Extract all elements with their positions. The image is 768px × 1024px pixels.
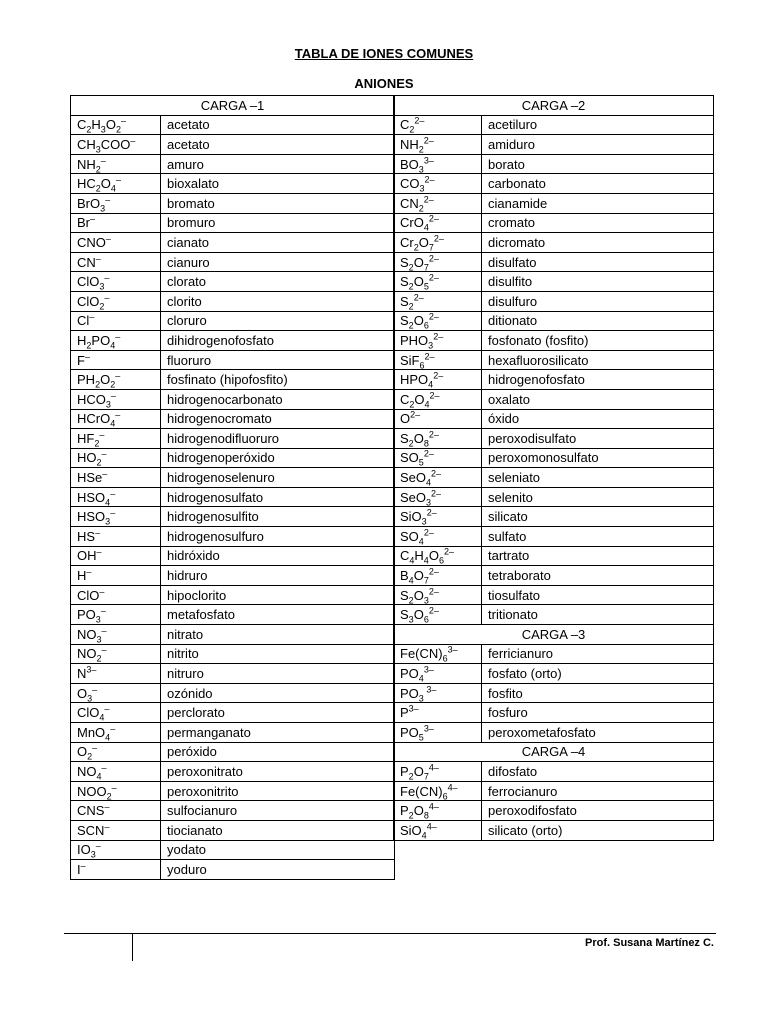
ion-formula: $O^{2-}$ <box>394 409 482 429</box>
table-row <box>394 703 714 723</box>
ion-name: nitrato <box>161 625 395 645</box>
ion-name: yoduro <box>161 860 395 880</box>
charge-header-1: CARGA –1 <box>71 96 395 116</box>
table-row <box>71 860 395 880</box>
ion-formula: $PO_4^{3-}$ <box>394 664 482 684</box>
table-row <box>394 448 714 468</box>
table-row <box>394 527 714 547</box>
ion-name: borato <box>482 154 714 174</box>
table-row <box>394 311 714 331</box>
ion-formula: $PH_2O_2^-$ <box>71 370 161 390</box>
table-row <box>71 370 395 390</box>
ion-name: fosfuro <box>482 703 714 723</box>
header-row <box>394 742 714 762</box>
ion-name: bromuro <box>161 213 395 233</box>
ion-formula: $NOO_2^-$ <box>71 781 161 801</box>
ion-name: hidrogenoperóxido <box>161 448 395 468</box>
ion-name: sulfato <box>482 527 714 547</box>
ion-name: dihidrogenofosfato <box>161 331 395 351</box>
ion-name: nitruro <box>161 664 395 684</box>
table-row <box>394 389 714 409</box>
table-row <box>394 331 714 351</box>
ion-formula: $HC_2O_4^-$ <box>71 174 161 194</box>
ion-formula: $Fe(CN)_6^{3-}$ <box>394 644 482 664</box>
ion-name: peroxonitrato <box>161 762 395 782</box>
ion-name: nitrito <box>161 644 395 664</box>
ion-formula: $NO_3^-$ <box>71 625 161 645</box>
table-row <box>71 389 395 409</box>
ion-formula: $C_4H_4O_6^{2-}$ <box>394 546 482 566</box>
table-row <box>71 350 395 370</box>
table-row <box>71 429 395 449</box>
table-row <box>71 135 395 155</box>
header-row <box>394 625 714 645</box>
ion-formula: ClO– <box>71 585 161 605</box>
ion-name: peroxodisulfato <box>482 429 714 449</box>
ion-formula: $PO_3^-$ <box>71 605 161 625</box>
table-row <box>394 585 714 605</box>
ion-formula: CN– <box>71 252 161 272</box>
ion-name: hidrogenoselenuro <box>161 468 395 488</box>
table-row <box>394 664 714 684</box>
table-row <box>71 664 395 684</box>
table-row <box>71 566 395 586</box>
table-row <box>71 507 395 527</box>
table-carga-1 <box>70 95 395 880</box>
page-title: TABLA DE IONES COMUNES <box>294 46 474 61</box>
ion-name: ozónido <box>161 683 395 703</box>
ion-formula: $P_2O_7^{4-}$ <box>394 762 482 782</box>
ion-name: metafosfato <box>161 605 395 625</box>
ion-formula: ClO$_3$– <box>71 272 161 292</box>
table-row <box>394 801 714 821</box>
ion-formula: SeO$_4^{2-}$ <box>394 468 482 488</box>
table-row <box>394 781 714 801</box>
ion-name: amuro <box>161 154 395 174</box>
table-row <box>394 154 714 174</box>
table-row <box>394 233 714 253</box>
ion-formula: $HF_2^-$ <box>71 429 161 449</box>
ion-name: hidróxido <box>161 546 395 566</box>
ion-name: ditionato <box>482 311 714 331</box>
ion-formula: MnO$_4$– <box>71 723 161 743</box>
table-row <box>71 291 395 311</box>
table-row <box>71 703 395 723</box>
ion-formula: SeO$_3^{2-}$ <box>394 487 482 507</box>
charge-header-3: CARGA –3 <box>394 625 714 645</box>
ion-name: acetato <box>161 135 395 155</box>
table-row <box>71 311 395 331</box>
ion-name: disulfito <box>482 272 714 292</box>
ion-formula: F– <box>71 350 161 370</box>
ion-name: disulfuro <box>482 291 714 311</box>
ion-name: óxido <box>482 409 714 429</box>
table-row <box>394 507 714 527</box>
ion-formula: $HPO_4^{2-}$ <box>394 370 482 390</box>
ion-name: sulfocianuro <box>161 801 395 821</box>
ion-formula: $P^{3-}$ <box>394 703 482 723</box>
ion-formula: $Cr_2O_7^{2-}$ <box>394 233 482 253</box>
ion-formula: $C_2^{2-}$ <box>394 115 482 135</box>
table-row <box>71 820 395 840</box>
table-row <box>71 448 395 468</box>
footer-divider-tick <box>132 933 133 961</box>
header-row <box>71 96 395 116</box>
table-row <box>71 546 395 566</box>
ion-formula: SCN– <box>71 820 161 840</box>
ion-name: permanganato <box>161 723 395 743</box>
ion-formula: $NO_4^-$ <box>71 762 161 782</box>
ion-formula: HCrO$_4$– <box>71 409 161 429</box>
ion-formula: $H_2PO_4^-$ <box>71 331 161 351</box>
table-row <box>394 174 714 194</box>
ion-formula: $HO_2^-$ <box>71 448 161 468</box>
ion-name: hidrogenosulfato <box>161 487 395 507</box>
ion-formula: BrO$_3$– <box>71 193 161 213</box>
table-row <box>71 742 395 762</box>
table-row <box>394 370 714 390</box>
ion-name: acetiluro <box>482 115 714 135</box>
ion-name: silicato <box>482 507 714 527</box>
ion-formula: $S_3O_6^{2-}$ <box>394 605 482 625</box>
ion-formula: CNS– <box>71 801 161 821</box>
ion-formula: SiF$_6^{2-}$ <box>394 350 482 370</box>
ion-formula: $Fe(CN)_6^{4-}$ <box>394 781 482 801</box>
table-row <box>71 605 395 625</box>
table-row <box>71 174 395 194</box>
ion-name: ferricianuro <box>482 644 714 664</box>
ion-formula: $C_2O_4^{2-}$ <box>394 389 482 409</box>
ion-name: peroxometafosfato <box>482 723 714 743</box>
ion-formula: $NH_2^{2-}$ <box>394 135 482 155</box>
table-row <box>394 213 714 233</box>
ion-name: tetraborato <box>482 566 714 586</box>
ion-formula: HSe– <box>71 468 161 488</box>
ion-formula: HS– <box>71 527 161 547</box>
table-row <box>71 233 395 253</box>
ion-formula: $BO_3^{3-}$ <box>394 154 482 174</box>
table-row <box>394 468 714 488</box>
table-row <box>394 272 714 292</box>
table-row <box>71 683 395 703</box>
ion-formula: $S_2^{2-}$ <box>394 291 482 311</box>
ion-formula: $S_2O_3^{2-}$ <box>394 585 482 605</box>
ion-name: oxalato <box>482 389 714 409</box>
ion-name: hidruro <box>161 566 395 586</box>
ion-formula: ClO$_2$– <box>71 291 161 311</box>
ion-formula: H– <box>71 566 161 586</box>
ion-name: dicromato <box>482 233 714 253</box>
ion-formula: $S_2O_5^{2-}$ <box>394 272 482 292</box>
ion-name: amiduro <box>482 135 714 155</box>
table-row <box>394 409 714 429</box>
ion-formula: $CN_2^{2-}$ <box>394 193 482 213</box>
footer-divider <box>64 933 716 934</box>
ion-formula: $HCO_3^-$ <box>71 389 161 409</box>
ion-formula: $O_3^-$ <box>71 683 161 703</box>
ion-formula: $S_2O_6^{2-}$ <box>394 311 482 331</box>
table-row <box>394 605 714 625</box>
table-row <box>394 820 714 840</box>
ion-name: difosfato <box>482 762 714 782</box>
ion-name: fosfito <box>482 683 714 703</box>
ion-name: hexafluorosilicato <box>482 350 714 370</box>
ion-name: fosfonato (fosfito) <box>482 331 714 351</box>
table-row <box>71 723 395 743</box>
ion-formula: CrO$_4^{2-}$ <box>394 213 482 233</box>
table-row <box>394 566 714 586</box>
table-row <box>394 135 714 155</box>
ion-name: silicato (orto) <box>482 820 714 840</box>
ion-formula: Cl– <box>71 311 161 331</box>
table-row <box>394 487 714 507</box>
table-row <box>394 762 714 782</box>
ion-name: selenito <box>482 487 714 507</box>
table-row <box>394 291 714 311</box>
ion-formula: $NH_2^-$ <box>71 154 161 174</box>
ion-name: perclorato <box>161 703 395 723</box>
ion-formula: $S_2O_7^{2-}$ <box>394 252 482 272</box>
ion-formula: $NO_2^-$ <box>71 644 161 664</box>
ion-name: acetato <box>161 115 395 135</box>
table-row <box>394 683 714 703</box>
ion-formula: $P_2O_8^{4-}$ <box>394 801 482 821</box>
ion-name: bromato <box>161 193 395 213</box>
header-row <box>394 96 714 116</box>
ion-name: tritionato <box>482 605 714 625</box>
table-row <box>394 644 714 664</box>
ion-formula: OH– <box>71 546 161 566</box>
ion-formula: $C_2H_3O_2^-$ <box>71 115 161 135</box>
table-row <box>71 644 395 664</box>
table-row <box>394 723 714 743</box>
ion-formula: CNO– <box>71 233 161 253</box>
ion-name: cloruro <box>161 311 395 331</box>
table-row <box>71 527 395 547</box>
ion-name: peróxido <box>161 742 395 762</box>
ion-name: peroxodifosfato <box>482 801 714 821</box>
ion-name: cromato <box>482 213 714 233</box>
ion-name: cianato <box>161 233 395 253</box>
table-row <box>71 154 395 174</box>
ion-name: hidrogenosulfuro <box>161 527 395 547</box>
ion-formula: SiO$_4^{4-}$ <box>394 820 482 840</box>
ion-formula: SiO$_3^{2-}$ <box>394 507 482 527</box>
ion-name: tiosulfato <box>482 585 714 605</box>
table-row <box>71 115 395 135</box>
table-row <box>71 762 395 782</box>
charge-header-2: CARGA –2 <box>394 96 714 116</box>
footer-author: Prof. Susana Martínez C. <box>585 937 714 949</box>
ion-name: yodato <box>161 840 395 860</box>
table-row <box>394 429 714 449</box>
ion-formula: $SO_5^{2-}$ <box>394 448 482 468</box>
ion-formula: $S_2O_8^{2-}$ <box>394 429 482 449</box>
table-row <box>71 840 395 860</box>
ion-formula: $N^{3-}$ <box>71 664 161 684</box>
table-row <box>71 585 395 605</box>
ion-name: peroxomonosulfato <box>482 448 714 468</box>
ion-name: ferrocianuro <box>482 781 714 801</box>
ion-formula: $CH_3COO^-$ <box>71 135 161 155</box>
ion-formula: $O_2^-$ <box>71 742 161 762</box>
ion-name: fosfato (orto) <box>482 664 714 684</box>
table-row <box>71 801 395 821</box>
ion-formula: $HSO_4^-$ <box>71 487 161 507</box>
ion-name: clorato <box>161 272 395 292</box>
table-carga-2-3-4 <box>393 95 714 841</box>
ion-name: hidrogenodifluoruro <box>161 429 395 449</box>
ion-name: hidrogenofosfato <box>482 370 714 390</box>
page-subtitle: ANIONES <box>354 76 414 91</box>
table-row <box>71 213 395 233</box>
ion-name: tiocianato <box>161 820 395 840</box>
table-row <box>71 252 395 272</box>
table-row <box>71 409 395 429</box>
ion-name: cianamide <box>482 193 714 213</box>
ion-formula: $SO_4^{2-}$ <box>394 527 482 547</box>
table-row <box>71 468 395 488</box>
table-row <box>71 272 395 292</box>
table-row <box>71 487 395 507</box>
table-row <box>394 350 714 370</box>
table-row <box>394 252 714 272</box>
ion-name: fosfinato (hipofosfito) <box>161 370 395 390</box>
ion-name: clorito <box>161 291 395 311</box>
ion-name: disulfato <box>482 252 714 272</box>
table-row <box>71 193 395 213</box>
ion-name: fluoruro <box>161 350 395 370</box>
ion-formula: $PO_5^{3-}$ <box>394 723 482 743</box>
ion-name: carbonato <box>482 174 714 194</box>
ion-formula: $PO_3$ $^{3-}$ <box>394 683 482 703</box>
ion-name: tartrato <box>482 546 714 566</box>
table-row <box>71 781 395 801</box>
ion-name: peroxonitrito <box>161 781 395 801</box>
ion-formula: Br– <box>71 213 161 233</box>
ion-name: hidrogenocromato <box>161 409 395 429</box>
table-row <box>394 115 714 135</box>
ion-name: seleniato <box>482 468 714 488</box>
ion-name: cianuro <box>161 252 395 272</box>
table-row <box>394 546 714 566</box>
ion-formula: $IO_3^-$ <box>71 840 161 860</box>
table-row <box>394 193 714 213</box>
ion-formula: $HSO_3^-$ <box>71 507 161 527</box>
ion-name: hidrogenosulfito <box>161 507 395 527</box>
ion-formula: ClO$_4$– <box>71 703 161 723</box>
ion-name: hidrogenocarbonato <box>161 389 395 409</box>
charge-header-4: CARGA –4 <box>394 742 714 762</box>
table-row <box>71 331 395 351</box>
ion-formula: I– <box>71 860 161 880</box>
ion-formula: $PHO_3^{2-}$ <box>394 331 482 351</box>
ion-formula: $CO_3^{2-}$ <box>394 174 482 194</box>
table-row <box>71 625 395 645</box>
ion-name: bioxalato <box>161 174 395 194</box>
ion-formula: $B_4O_7^{2-}$ <box>394 566 482 586</box>
ion-name: hipoclorito <box>161 585 395 605</box>
